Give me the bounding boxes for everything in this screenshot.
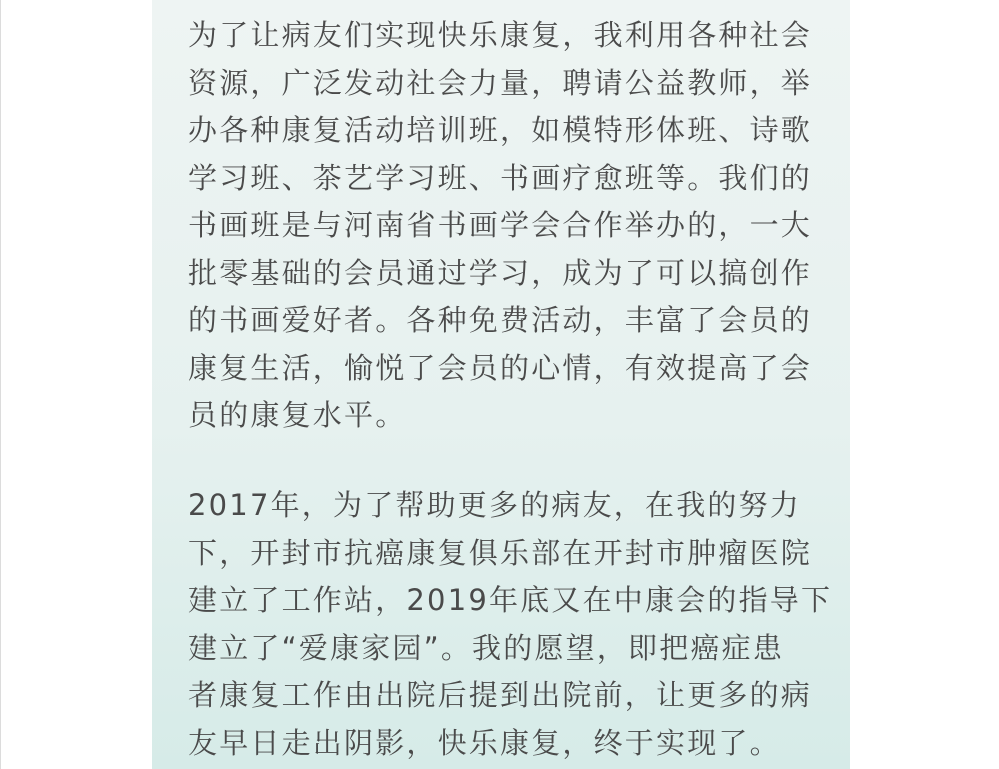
paragraph-line: 2017年，为了帮助更多的病友，在我的努力 xyxy=(188,488,802,522)
article-panel xyxy=(152,0,850,769)
paragraph-1 xyxy=(188,12,816,440)
paragraph-line: 资源，广泛发动社会力量，聘请公益教师，举 xyxy=(188,65,813,100)
paragraph-line: 建立了工作站，2019年底又在中康会的指导下 xyxy=(188,583,833,617)
paragraph-line: 友早日走出阴影，快乐康复，终于实现了。 xyxy=(188,725,781,760)
paragraph-line: 书画班是与河南省书画学会合作举办的，一大 xyxy=(188,208,813,242)
paragraph-2 xyxy=(188,482,833,767)
paragraph-line: 批零基础的会员通过学习，成为了可以搞创作 xyxy=(188,255,813,290)
paragraph-line: 建立了“爱康家园”。我的愿望，即把癌症患 xyxy=(188,630,785,665)
paragraph-line: 者康复工作由出院后提到出院前，让更多的病 xyxy=(188,678,813,712)
left-edge-divider xyxy=(0,0,1,769)
paragraph-line: 的书画爱好者。各种免费活动，丰富了会员的 xyxy=(188,303,813,337)
paragraph-line: 康复生活，愉悦了会员的心情，有效提高了会 xyxy=(188,350,813,385)
paragraph-line: 员的康复水平。 xyxy=(188,398,407,432)
paragraph-line: 为了让病友们实现快乐康复，我利用各种社会 xyxy=(188,18,813,52)
paragraph-line: 下，开封市抗癌康复俱乐部在开封市肿瘤医院 xyxy=(188,535,813,570)
paragraph-line: 学习班、茶艺学习班、书画疗愈班等。我们的 xyxy=(188,160,813,195)
paragraph-line: 办各种康复活动培训班，如模特形体班、诗歌 xyxy=(188,113,813,147)
